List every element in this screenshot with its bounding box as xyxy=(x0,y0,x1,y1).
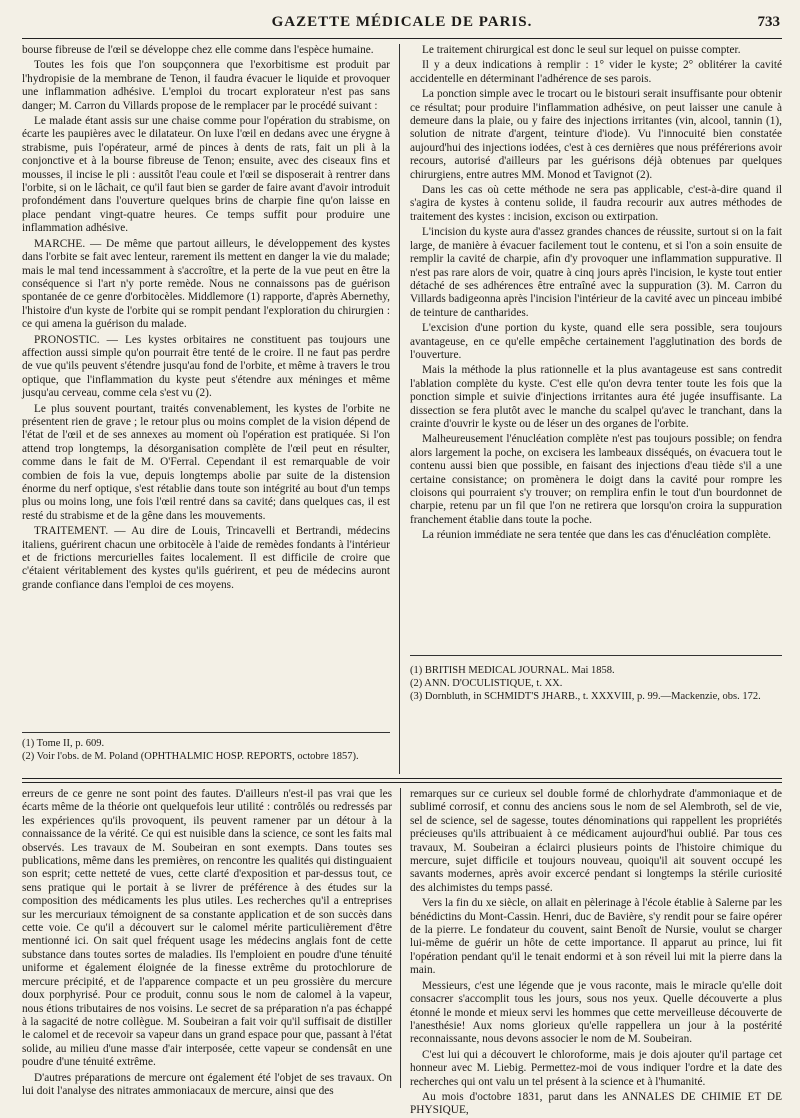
section-divider xyxy=(22,778,782,783)
paragraph: Toutes les fois que l'on soupçonnera que l'exorbitisme est produit par l'hydropisie de la membrane de Tenon, il faudra évacuer le liquide et provoquer une inflammation adhésive. L'emploi du trocart explorateur n'est pas sans danger; M. Carron du Villards propose de le remplacer par le procédé suivant : xyxy=(22,59,390,112)
column-3 xyxy=(22,788,392,1097)
footnote: (2) ANN. D'OCULISTIQUE, t. XX. xyxy=(410,678,563,689)
journal-title: GAZETTE MÉDICALE DE PARIS. xyxy=(271,14,533,30)
paragraph-marche: MARCHE. — De même que partout ailleurs, le développement des kystes dans l'orbite se fait avec lenteur, rarement ils mettent en danger la vie du malade; mais le mal tend incessamment à s'accroître, et la perte de la vue peut en être la conséquence si l'art n'y porte remède. Nous ne connaissons pas de guérison spontanée de ce genre d'orbitocèles. Middlemore (1) rapporte, d'après Abernethy, l'histoire d'un kyste de l'orbite qui se rompit pendant l'exploration du chirurgien : ce qui amena la guérison du malade. xyxy=(22,237,390,331)
footnote: (1) Tome II, p. 609. xyxy=(22,738,105,749)
column-4 xyxy=(410,788,782,1117)
paragraph: Malheureusement l'énucléation complète n'est pas toujours possible; on fendra alors largement la poche, on excisera les lambeaux disséqués, on évacuera tout le contenu aussi bien que possible, en faisant des injections d'eau tiède s'il a une certaine consistance; on promènera le doigt dans la cavité pour rompre les cloisons qui pourraient s'y trouver; on remplira enfin le tout d'un bourdonnet de charpie, retenu par un fil que l'on ne retirera que lorsqu'on croira la suppuration franchement établie dans toute la poche. xyxy=(410,433,782,526)
paragraph: La ponction simple avec le trocart ou le bistouri serait insuffisante pour obtenir ce résultat; pour produire l'inflammation adhésive, on peut laisser une canule à demeure dans la plaie, ou y faire des injections irritantes (vin, alcool, tannin (1), solution de nitrate d'argent, teinture d'iode). Vu l'innocuité bien constatée aujourd'hui des injections iodées, c'est à ces dernières que nous préférerions avoir recours, autorisé d'ailleurs par les guérisons déjà obtenues par quelques chirurgiens, entre autres MM. Monod et Tavignot (2). xyxy=(410,88,782,181)
paragraph: L'excision d'une portion du kyste, quand elle sera possible, sera toujours avantageuse, en ce qu'elle empêche certainement l'agglutination des bords de l'ouverture. xyxy=(410,322,782,361)
paragraph: Au mois d'octobre 1831, parut dans les ANNALES DE CHIMIE ET DE PHYSIQUE, xyxy=(410,1090,782,1117)
paragraph: Mais la méthode la plus rationnelle et la plus avantageuse est sans contredit l'ablation complète du kyste. C'est elle qu'on devra tenter toute les fois que la ponction simple et suivie d'injections irritantes aura été jugée insuffisante. La dissection se fera plutôt avec le manche du scalpel qu'avec le tranchant, dans la crainte d'ouvrir le kyste ou de léser un des organes de l'orbite. xyxy=(410,364,782,430)
paragraph: Dans les cas où cette méthode ne sera pas applicable, c'est-à-dire quand il s'agira de kystes à contenu solide, il faudra recourir aux autres méthodes de traitement des kystes : incision, excison ou extirpation. xyxy=(410,184,782,223)
paragraph: C'est lui qui a découvert le chloroforme, mais je dois ajouter qu'il partage cet honneur avec M. Liebig. Permettez-moi de vous indiquer l'ordre et la date des recherches qui ont valu un tel présent à la science et à l'humanité. xyxy=(410,1048,782,1088)
paragraph: La réunion immédiate ne sera tentée que dans les cas d'énucléation complète. xyxy=(422,529,771,542)
paragraph: remarques sur ce curieux sel double formé de chlorhydrate d'ammoniaque et de sublimé corrosif, et connu des anciens sous le nom de sel Alembroth, sel de vie, sel de science, sel de sagesse, toutes dénominations qui rappellent les propriétés précieuses qu'ils attribuaient à ce médicament aujourd'hui oublié. Par tous ces travaux, M. Soubeiran a éclairci plusieurs points de l'histoire chimique du mercure, sujet difficile et toujours nouveau, quoiqu'il ait souvent occupé les savants modernes, après avoir excercé pendant si longtemps la stérile curiosité des alchimistes du temps passé. xyxy=(410,788,782,894)
footnote: (2) Voir l'obs. de M. Poland (OPHTHALMIC HOSP. REPORTS, octobre 1857). xyxy=(22,751,359,762)
footnotes-column-1 xyxy=(22,732,390,773)
paragraph: Il y a deux indications à remplir : 1° vider le kyste; 2° oblitérer la cavité accidentelle en déterminant l'adhérence de ses parois. xyxy=(410,59,782,85)
column-divider xyxy=(399,44,400,774)
page-number: 733 xyxy=(757,14,780,30)
footnote: (1) BRITISH MEDICAL JOURNAL. Mai 1858. xyxy=(410,665,615,676)
column-1 xyxy=(22,44,390,726)
paragraph: Le traitement chirurgical est donc le seul sur lequel on puisse compter. xyxy=(422,44,741,56)
paragraph: bourse fibreuse de l'œil se développe chez elle comme dans l'espèce humaine. xyxy=(22,44,374,56)
paragraph: L'incision du kyste aura d'assez grandes chances de réussite, surtout si on la fait large, de manière à évacuer facilement tout le contenu, et si l'on a soin ensuite de remplir la cavité de charpie, afin d'y provoquer une inflammation suppurative. Il n'est pas rare alors de voir, quatre à cinq jours après l'incision, le kyste tout entier détaché de ses adhérences être entraîné avec la suppuration (3). M. Carron du Villards badigeonna après l'incision l'intérieur de la cavité avec un pinceau imbibé de teinture de cantharides. xyxy=(410,226,782,319)
paragraph: Messieurs, c'est une légende que je vous raconte, mais le miracle qu'elle doit consacrer s'accomplit tous les jours, sous nos yeux. Quelle découverte a plus étonné le monde et mieux servi les hommes que cette merveilleuse découverte de l'anesthésie! Aux noms glorieux qu'elle rappellera un jour à la postérité reconnaissante, nous devons associer le nom de M. Soubeiran. xyxy=(410,979,782,1046)
column-divider xyxy=(400,788,401,1088)
paragraph: D'autres préparations de mercure ont également été l'objet de ses travaux. On lui doit l'analyse des nitrates ammoniacaux de mercure, ainsi que des xyxy=(22,1071,392,1097)
footnote: (3) Dornbluth, in SCHMIDT'S JHARB., t. XXXVIII, p. 99.—Mackenzie, obs. 172. xyxy=(410,691,761,702)
paragraph: erreurs de ce genre ne sont point des fautes. D'ailleurs n'est-il pas vrai que les écarts même de la théorie ont quelquefois leur utilité : contrôlés ou redressés par les expériences qu'ils provoquent, ils peuvent ramener par un détour à la connaissance de la vérité. Ce qui est nuisible dans la science, ce sont les faits mal observés. Les travaux de M. Soubeiran en sont exempts. Dans toutes ses publications, même dans les premières, on rencontre les qualités qui distinguaient son esprit; cette netteté de vues, cette clarté d'exposition et par-dessus tout, ce sens pratique qui le portait à se livrer de préférence à des études sur la composition des médicaments les plus utiles. Les recherches qu'il a entreprises sur les mercuriaux témoignent de sa constante application et de son succès dans cette voie. Ce qu'il a découvert sur le calomel mérite particulièrement d'être mentionné ici. On sait quel fréquent usage les médecins anglais font de cette substance dans toutes sortes de maladies. Ils l'emploient en poudre d'une ténuité uniforme et également éloignée de la finesse extrême du protochlorure de mercure précipité, et de l'apparence compacte et un peu grossière du mercure doux porphyrisé. Pour ce produit, connu sous le nom de calomel à la vapeur, nous étions tributaires de nos voisins. Le secret de sa préparation n'a pas échappé à la sagacité de notre collègue. M. Soubeiran a fait voir qu'il suffisait de distiller le calomel et de recevoir sa vapeur dans un grand espace pour que, passant à l'état solide, au milieu d'une masse d'air interposée, cette vapeur se condensât en une poudre d'une ténuité extrême. xyxy=(22,788,392,1069)
paragraph: Le malade étant assis sur une chaise comme pour l'opération du strabisme, on écarte les paupières avec le dilatateur. On luxe l'œil en dedans avec une érygne à strabisme, puis l'opérateur, armé de pinces à dents de rats, fait un pli à la conjonctive et à la bourse fibreuse de Tenon; ensuite, avec des ciseaux fins et mousses, il incise le pli : aussitôt l'eau coule et l'œil se disposerait à rentrer dans l'orbite, si on le lâchait, ce qu'il faut bien se garder de faire avant d'avoir introduit profondément dans l'ouverture quelques brins de charpie fine qu'on laisse en place pendant vingt-quatre heures. Ce temps suffit pour produire une inflammation adhésive. xyxy=(22,115,390,235)
column-2 xyxy=(410,44,782,650)
footnotes-column-2 xyxy=(410,655,782,724)
page-header xyxy=(22,12,782,39)
paragraph-traitement: TRAITEMENT. — Au dire de Louis, Trincavelli et Bertrandi, médecins italiens, guérirent chacun une orbitocèle à l'aide de remèdes fondants à l'intérieur et de frictions mercurielles faites localement. Il est difficile de croire que c'étaient véritablement des kystes qu'ils guérirent, et peu de médecins auront grande confiance dans l'emploi de ces moyens. xyxy=(22,525,390,591)
paragraph-pronostic: PRONOSTIC. — Les kystes orbitaires ne constituent pas toujours une affection aussi simple qu'on pourrait être tenté de le croire. Il ne faut pas perdre de vue qu'ils peuvent s'étendre jusqu'au fond de l'orbite, et même à travers le trou optique, que l'inflammation du kyste peut s'étendre aux méninges et même jusqu'au cerveau, comme cela s'est vu (2). xyxy=(22,333,390,400)
paragraph: Le plus souvent pourtant, traités convenablement, les kystes de l'orbite ne présentent rien de grave ; le retour plus ou moins complet de la vision dépend de l'état de l'œil et de ses annexes au moment où l'opération est pratiquée. Si l'on attend trop longtemps, la désorganisation complète de l'œil peut en résulter, comme dans le fait de M. O'Ferral. Cependant il est remarquable de voir combien de fois la vue, depuis longtemps abolie par suite de la distension énorme du nerf optique, s'est rétablie dans toute son intégrité au bout d'un temps plus ou moins long, une fois l'œil rentré dans sa cavité; dans quelques cas, il est resté du strabisme et de la gêne dans les mouvements. xyxy=(22,402,390,522)
paragraph: Vers la fin du xe siècle, on allait en pèlerinage à l'école établie à Salerne par les bénédictins du Mont-Cassin. Henri, duc de Bavière, s'y rendit pour se faire opérer de la pierre. Le fondateur du couvent, saint Benoît de Nursie, voulut se charger lui-même de guérir un hôte de cette importance. Il apparut au prince, lui fit l'opération pendant qu'il le tenait endormi et à son réveil lui mit la pierre dans la main. xyxy=(410,897,782,977)
